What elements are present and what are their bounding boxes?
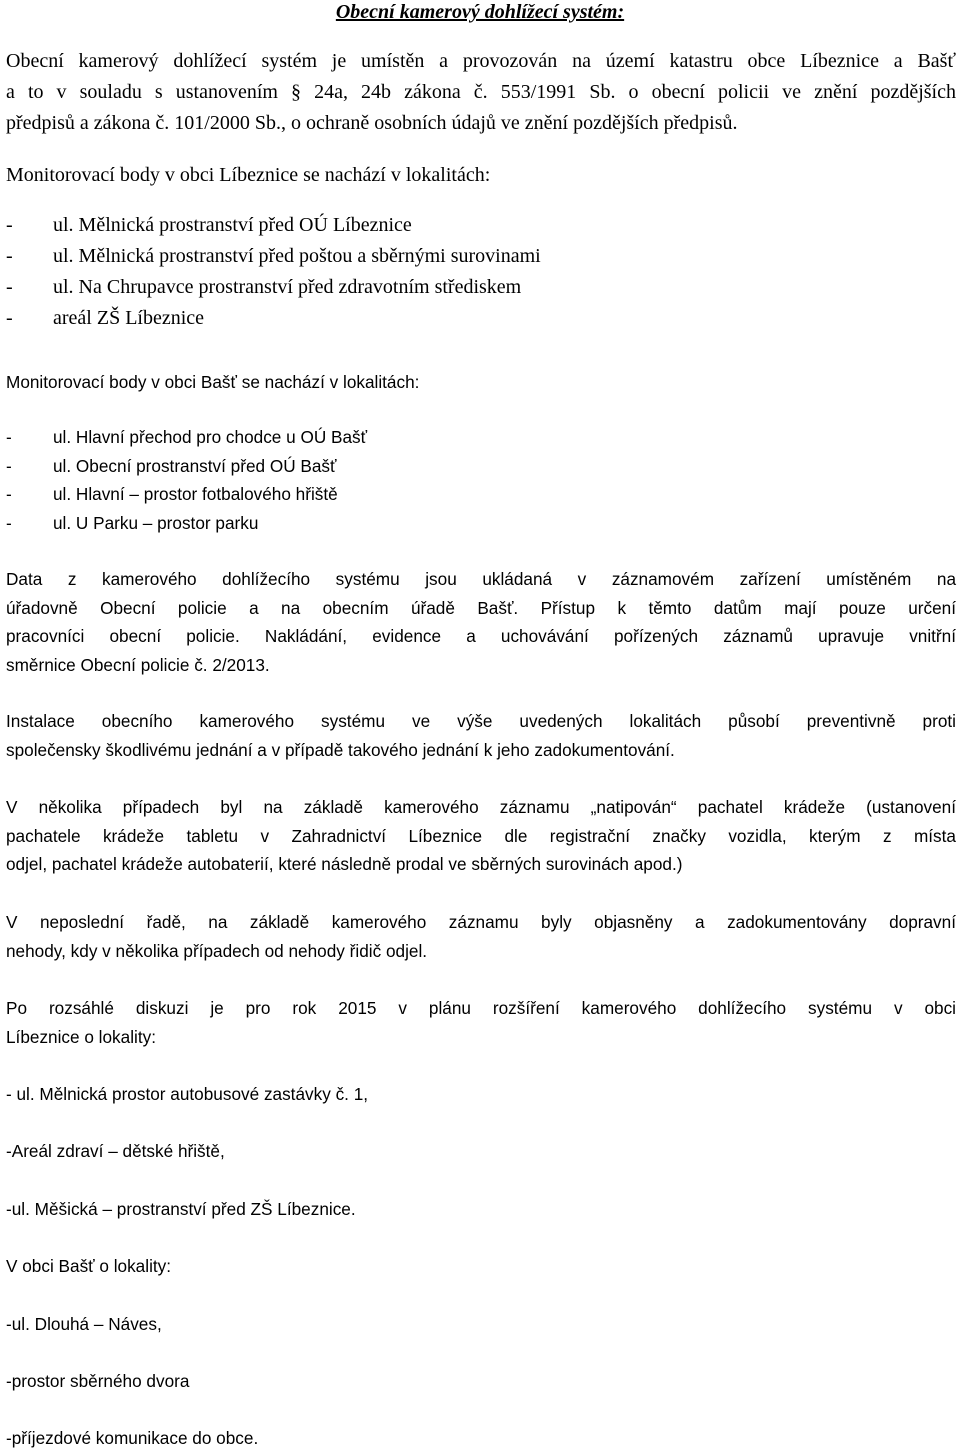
storage-paragraph bbox=[6, 565, 956, 679]
paragraph-line: Po rozsáhlé diskuzi je pro rok 2015 v plánu rozšíření kamerového dohlížecího systému v obci bbox=[6, 998, 956, 1018]
paragraph-line: V neposlední řadě, na základě kamerového záznamu byly objasněny a zadokumentovány dopravní bbox=[6, 912, 956, 932]
list-item: - areál ZŠ Líbeznice bbox=[6, 307, 205, 329]
paragraph-line: úřadovně Obecní policie a na obecním úřadě Bašť. Přístup k těmto datům mají pouze určení bbox=[6, 597, 956, 618]
paragraph-line: Líbeznice o lokality: bbox=[6, 1026, 156, 1047]
expansion-item: -Areál zdraví – dětské hřiště, bbox=[6, 1141, 225, 1161]
list-item: - ul. Hlavní – prostor fotbalového hřiště bbox=[6, 484, 338, 504]
expansion-paragraph bbox=[6, 994, 956, 1051]
expansion-item: -ul. Měšická – prostranství před ZŠ Líbeznice. bbox=[6, 1199, 356, 1219]
paragraph-line: Data z kamerového dohlížecího systému jsou ukládaná v záznamovém zařízení umístěném na bbox=[6, 569, 956, 589]
list-item: - ul. Obecní prostranství před OÚ Bašť bbox=[6, 455, 337, 476]
list-item: - ul. Hlavní přechod pro chodce u OÚ Bašť bbox=[6, 427, 368, 447]
paragraph-line: pachatele krádeže tabletu v Zahradnictví Líbeznice dle registrační značky vozidla, kterým z místa bbox=[6, 825, 956, 846]
expansion-item: - ul. Mělnická prostor autobusové zastávky č. 1, bbox=[6, 1084, 369, 1104]
cases-paragraph bbox=[6, 793, 956, 879]
paragraph-line: společensky škodlivému jednání a v případě takového jednání k jeho zadokumentování. bbox=[6, 739, 675, 760]
intro-line: předpisů a zákona č. 101/2000 Sb., o ochraně osobních údajů ve znění pozdějších předpisů. bbox=[6, 112, 738, 134]
bast-heading: Monitorovací body v obci Bašť se nachází v lokalitách: bbox=[6, 372, 420, 392]
bast-expansion-item: -ul. Dlouhá – Náves, bbox=[6, 1314, 162, 1334]
document-title: Obecní kamerový dohlížecí systém: bbox=[335, 1, 625, 23]
prevention-paragraph bbox=[6, 707, 956, 764]
libeznice-heading: Monitorovací body v obci Líbeznice se nachází v lokalitách: bbox=[6, 164, 491, 186]
libeznice-list bbox=[6, 210, 956, 334]
intro-line: Obecní kamerový dohlížecí systém je umístěn a provozován na území katastru obce Líbeznice a Bašť bbox=[6, 50, 956, 72]
list-item: - ul. Mělnická prostranství před poštou a sběrnými surovinami bbox=[6, 245, 541, 267]
bast-expansion-item: -prostor sběrného dvora bbox=[6, 1371, 190, 1391]
traffic-paragraph bbox=[6, 908, 956, 965]
bast-expansion-item: -příjezdové komunikace do obce. bbox=[6, 1428, 259, 1448]
list-item: - ul. Na Chrupavce prostranství před zdravotním střediskem bbox=[6, 276, 522, 298]
paragraph-line: směrnice Obecní policie č. 2/2013. bbox=[6, 654, 270, 675]
paragraph-line: V několika případech byl na základě kamerového záznamu „natipován“ pachatel krádeže (ustanovení bbox=[6, 797, 956, 817]
paragraph-line: odjel, pachatel krádeže autobaterií, které následně prodal ve sběrných surovinách apod.) bbox=[6, 854, 683, 874]
paragraph-line: pracovníci obecní policie. Nakládání, evidence a uchovávání pořízených záznamů upravuje vnitřní bbox=[6, 626, 956, 646]
paragraph-line: nehody, kdy v několika případech od nehody řidič odjel. bbox=[6, 940, 428, 961]
intro-paragraph bbox=[6, 46, 956, 139]
bast-list bbox=[6, 423, 956, 537]
list-item: - ul. Mělnická prostranství před OÚ Líbeznice bbox=[6, 214, 412, 236]
intro-line: a to v souladu s ustanovením § 24a, 24b zákona č. 553/1991 Sb. o obecní policii ve znění pozdějších bbox=[6, 81, 956, 103]
paragraph-line: Instalace obecního kamerového systému ve výše uvedených lokalitách působí preventivně proti bbox=[6, 711, 956, 731]
bast-expansion-heading: V obci Bašť o lokality: bbox=[6, 1256, 172, 1276]
list-item: - ul. U Parku – prostor parku bbox=[6, 512, 259, 533]
